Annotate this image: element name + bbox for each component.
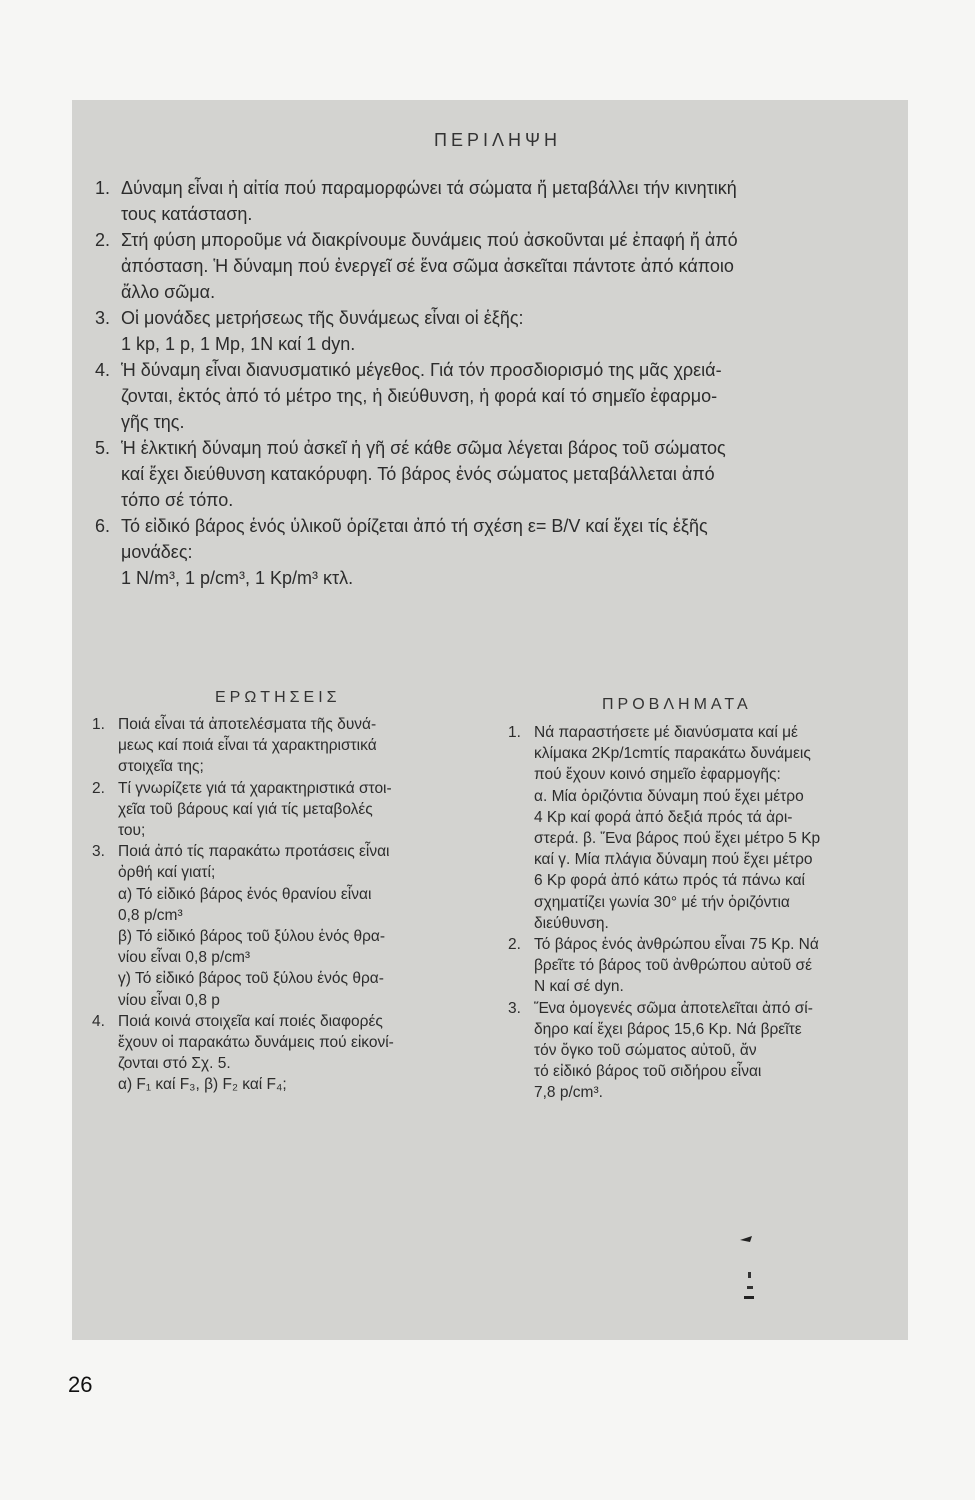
question-item [92,778,484,842]
question-item-number: 3. [92,843,105,861]
page-number: 26 [68,1372,93,1397]
question-item-text [118,714,484,778]
summary-item-line: τόπο σέ τόπο. [121,490,234,510]
summary-item-line: μονάδες: [121,542,193,562]
summary-item-text [121,175,915,227]
summary-item-line: γῆς της. [121,412,185,432]
problem-item [508,998,908,1104]
problem-item-number: 2. [508,936,521,954]
question-item-line: α) F₁ καί F₃, β) F₂ καί F₄; [118,1076,287,1094]
summary-item-text [121,357,915,435]
question-item-line: ἔχουν οἱ παρακάτω δυνάμεις πού εἰκονί- [118,1034,394,1052]
question-item-line: γ) Τό εἰδικό βάρος τοῦ ξύλου ἑνός θρα- [118,970,384,988]
question-item-line: ζονται στό Σχ. 5. [118,1055,231,1073]
summary-item-line: ἄλλο σῶμα. [121,282,216,302]
problem-item-text [534,722,908,934]
problem-item-line: καί γ. Μία πλάγια δύναμη πού ἔχει μέτρο [534,851,813,869]
problem-item-line: διεύθυνση. [534,914,609,932]
question-item-line: ὀρθή καί γιατί; [118,864,216,882]
problem-item-line: βρεῖτε τό βάρος τοῦ ἀνθρώπου αὐτοῦ σέ [534,957,813,975]
summary-item-text [121,513,915,591]
speck-mark [748,1272,751,1278]
summary-item-line: ζονται, ἐκτός ἀπό τό μέτρο της, ἡ διεύθυνση, ἡ φορά καί τό σημεῖο ἐφαρμο- [121,386,718,406]
summary-item-line: Τό εἰδικό βάρος ἑνός ὑλικοῦ ὁρίζεται ἀπό τή σχέση ε= B/V καί ἔχει τίς ἑξῆς [121,516,708,536]
summary-item-number: 1. [95,178,111,198]
summary-item-text [121,435,915,513]
summary-item-line: Οἱ μονάδες μετρήσεως τῆς δυνάμεως εἶναι οἱ ἑξῆς: [121,308,524,328]
summary-item-number: 2. [95,230,111,250]
problem-item-line: 4 Kp καί φορά ἀπό δεξιά πρός τά ἀρι- [534,808,793,826]
summary-item [95,175,915,227]
question-item-text [118,1011,484,1096]
question-item-line: χεῖα τοῦ βάρους καί γιά τίς μεταβολές [118,800,373,818]
speck-mark [747,1286,753,1289]
questions-heading: ΕΡΩΤΗΣΕΙΣ [215,689,341,706]
question-item-line: Τί γνωρίζετε γιά τά χαρακτηριστικά στοι- [118,779,392,797]
problem-item-line: 7,8 p/cm³. [534,1084,603,1102]
summary-item-line: Δύναμη εἶναι ἡ αἰτία πού παραμορφώνει τά σώματα ἤ μεταβάλλει τήν κινητική [121,178,737,198]
speck-mark [744,1296,754,1299]
summary-item-line: 1 N/m³, 1 p/cm³, 1 Kp/m³ κτλ. [121,568,354,588]
problem-item-line: Τό βάρος ἑνός ἀνθρώπου εἶναι 75 Kp. Νά [534,936,819,954]
problem-item-number: 1. [508,724,521,741]
question-item-number: 4. [92,1012,105,1030]
summary-item-number: 3. [95,308,111,328]
problem-item [508,722,908,934]
problem-item-line: τό εἰδικό βάρος τοῦ σιδήρου εἶναι [534,1063,762,1081]
summary-item-text [121,227,915,305]
problem-item-line: Νά παραστήσετε μέ διανύσματα καί μέ [534,724,798,741]
summary-item [95,357,915,435]
summary-item-line: 1 kp, 1 p, 1 Mp, 1N καί 1 dyn. [121,334,356,354]
summary-item-number: 6. [95,516,111,536]
problem-item-line: δηρο καί ἔχει βάρος 15,6 Kp. Νά βρεῖτε [534,1020,802,1038]
question-item-line: β) Τό εἰδικό βάρος τοῦ ξύλου ἑνός θρα- [118,928,386,946]
problem-item-line: στερά. β. Ἕνα βάρος πού ἔχει μέτρο 5 Kp [534,830,821,848]
question-item-number: 1. [92,716,105,733]
question-item [92,1011,484,1096]
question-item-line: α) Τό εἰδικό βάρος ἑνός θρανίου εἶναι [118,885,372,903]
problem-item-line: κλίμακα 2Kp/1cmτίς παρακάτω δυνάμεις [534,745,811,763]
problems-heading: ΠΡΟΒΛΗΜΑΤΑ [602,696,752,713]
question-item-line: μεως καί ποιά εἶναι τά χαρακτηριστικά [118,737,377,755]
question-item-number: 2. [92,779,105,797]
question-item-line: νίου εἶναι 0,8 p [118,991,220,1009]
summary-item [95,305,915,357]
problem-item-text [534,934,908,998]
problem-item-line: 6 Kp φορά ἀπό κάτω πρός τά πάνω καί [534,872,806,890]
question-item-line: Ποιά ἀπό τίς παρακάτω προτάσεις εἶναι [118,843,390,861]
problem-item-line: τόν ὄγκο τοῦ σώματος αὐτοῦ, ἄν [534,1042,757,1060]
summary-list [95,175,915,591]
problem-item-line: α. Μία ὁριζόντια δύναμη πού ἔχει μέτρο [534,787,804,805]
summary-item [95,435,915,513]
question-item-line: νίου εἶναι 0,8 p/cm³ [118,949,251,967]
summary-item-line: Στή φύση μποροῦμε νά διακρίνουμε δυνάμεις πού ἀσκοῦνται μέ ἐπαφή ἤ ἀπό [121,230,738,250]
problem-item-line: σχηματίζει γωνία 30° μέ τήν ὁριζόντια [534,893,790,911]
summary-item-line: Ἡ δύναμη εἶναι διανυσματικό μέγεθος. Γιά τόν προσδιορισμό της μᾶς χρειά- [121,360,722,380]
question-item-line: 0,8 p/cm³ [118,906,183,924]
problem-item [508,934,908,998]
question-item-line: του; [118,822,146,840]
summary-item-text [121,305,915,357]
problem-item-number: 3. [508,999,521,1017]
question-item-text [118,778,484,842]
summary-heading: ΠΕΡΙΛΗΨΗ [433,130,562,150]
summary-item [95,227,915,305]
question-item [92,714,484,778]
questions-list [92,714,484,1096]
problem-item-line: πού ἔχουν κοινό σημεῖο ἐφαρμογῆς: [534,766,781,784]
summary-item [95,513,915,591]
question-item-text [118,841,484,1011]
problem-item-line: Ἕνα ὁμογενές σῶμα ἀποτελεῖται ἀπό σί- [534,999,813,1017]
print-specks [730,1230,770,1310]
summary-item-line: τους κατάσταση. [121,204,253,224]
problem-item-line: N καί σέ dyn. [534,978,624,996]
problems-list [508,722,908,1104]
summary-item-line: Ἡ ἑλκτική δύναμη πού ἀσκεῖ ἡ γῆ σέ κάθε σῶμα λέγεται βάρος τοῦ σώματος [121,438,726,458]
problem-item-text [534,998,908,1104]
question-item-line: Ποιά κοινά στοιχεῖα καί ποιές διαφορές [118,1012,383,1030]
question-item-line: στοιχεῖα της; [118,758,204,776]
summary-item-number: 5. [95,438,111,458]
summary-item-line: ἀπόσταση. Ἡ δύναμη πού ἐνεργεῖ σέ ἕνα σῶμα ἀσκεῖται πάντοτε ἀπό κάποιο [121,256,734,276]
summary-item-number: 4. [95,360,111,380]
question-item-line: Ποιά εἶναι τά ἀποτελέσματα τῆς δυνά- [118,716,377,733]
summary-item-line: καί ἔχει διεύθυνση κατακόρυφη. Τό βάρος ἑνός σώματος μεταβάλλεται ἀπό [121,464,715,484]
speck-mark [740,1236,752,1242]
question-item [92,841,484,1011]
